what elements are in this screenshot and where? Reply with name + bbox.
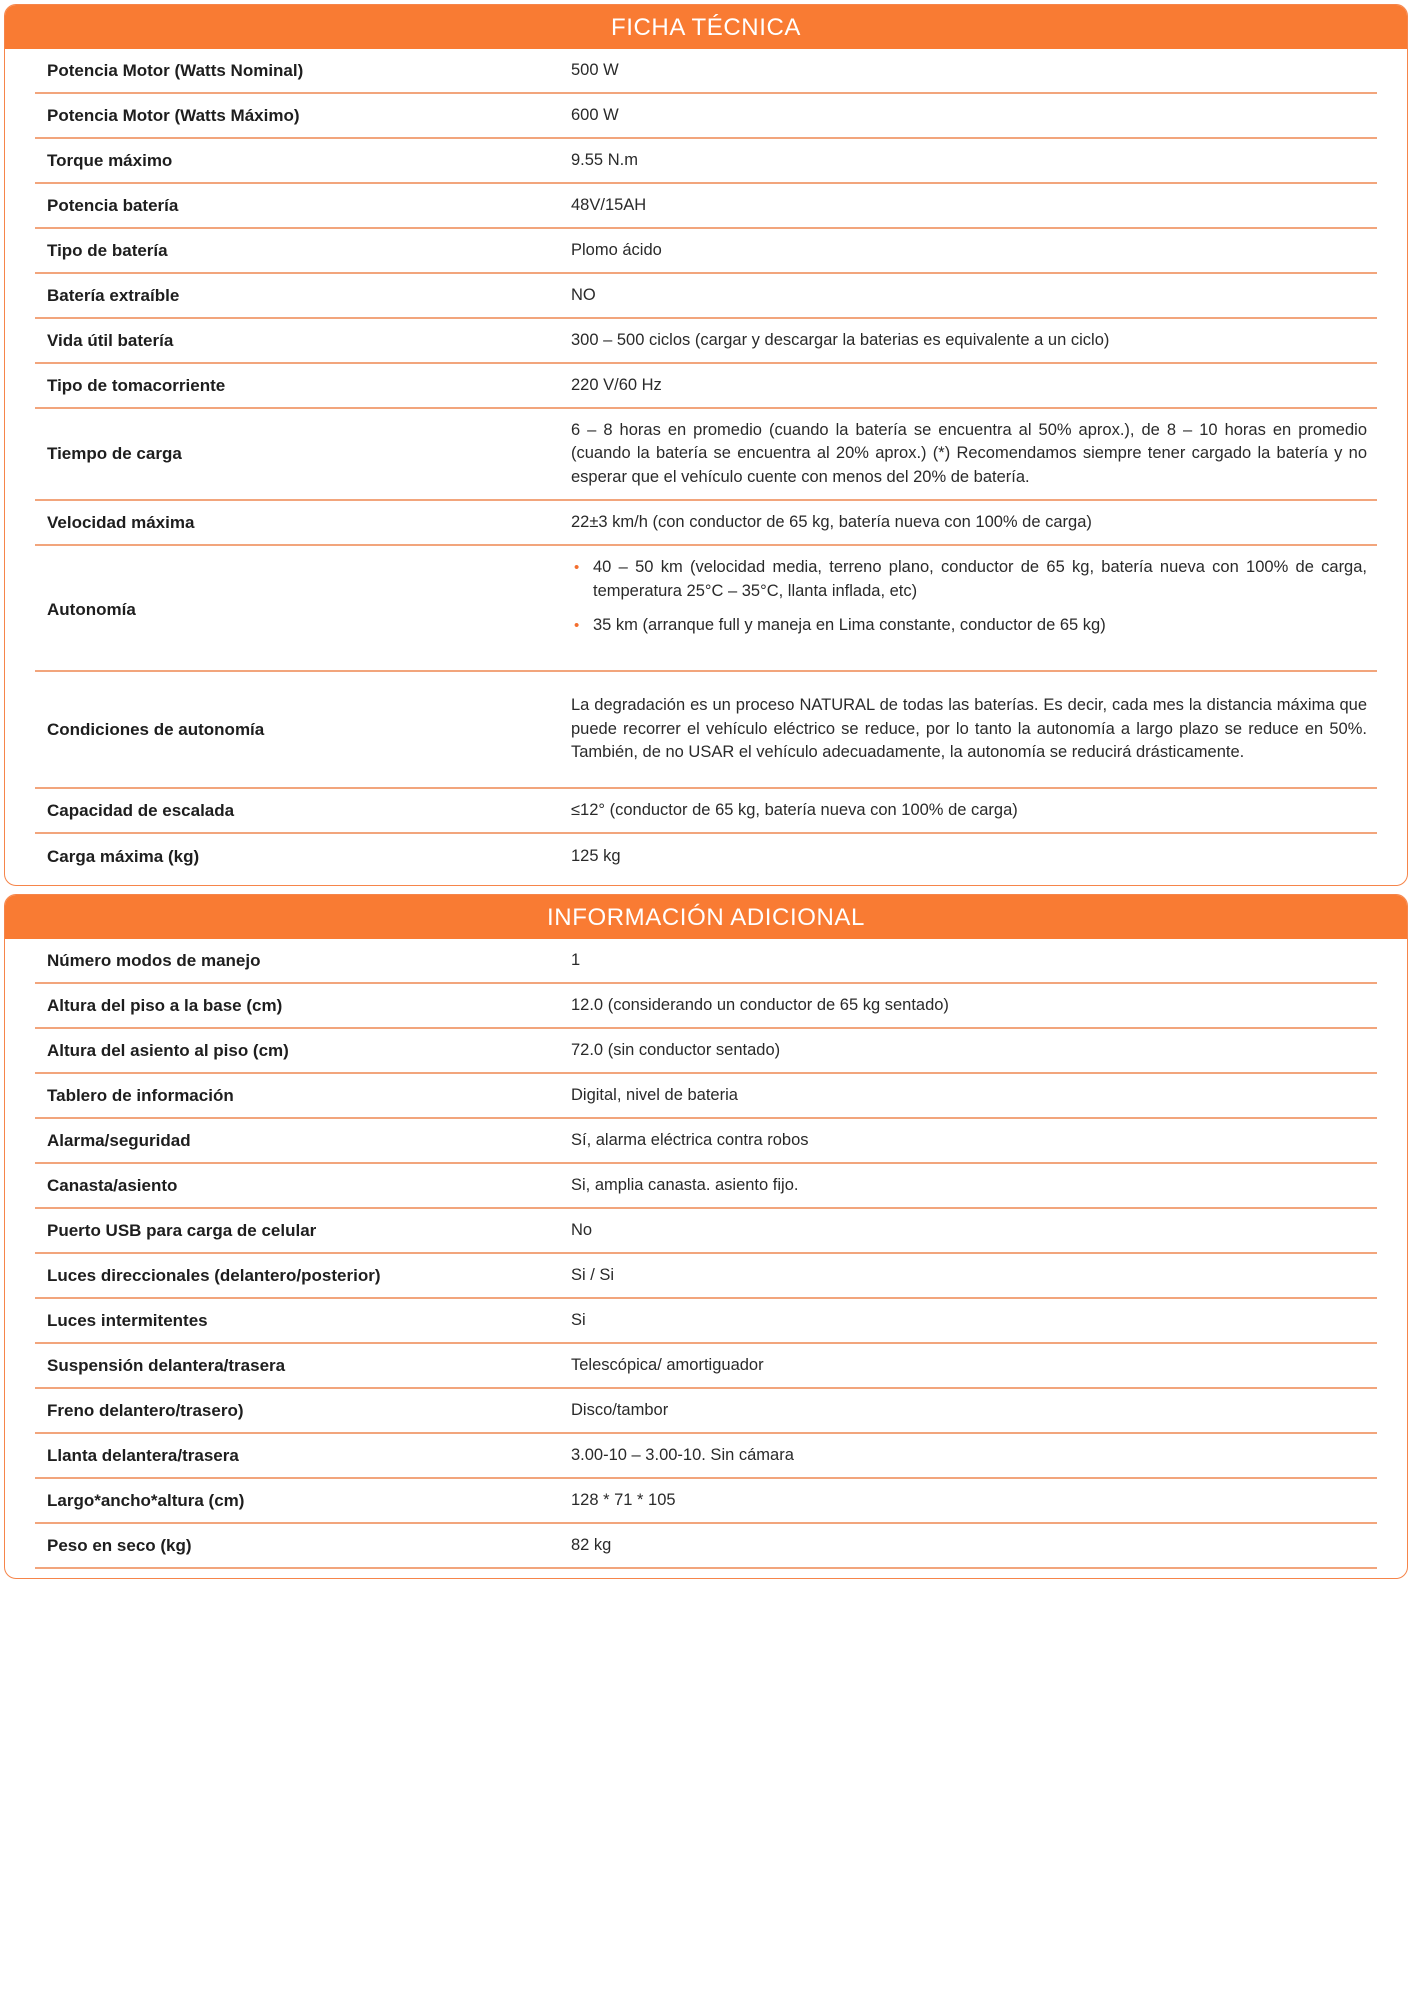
- section-title: FICHA TÉCNICA: [5, 5, 1407, 49]
- spec-table: [35, 49, 1377, 879]
- table-row: [35, 939, 1377, 984]
- spec-label: Tablero de información: [47, 1085, 234, 1105]
- table-row: [35, 546, 1377, 672]
- table-row: [35, 1524, 1377, 1569]
- table-row: [35, 1209, 1377, 1254]
- spec-label: Condiciones de autonomía: [47, 719, 265, 739]
- spec-label: Tipo de tomacorriente: [47, 375, 226, 395]
- table-row: [35, 672, 1377, 789]
- table-row: [35, 1299, 1377, 1344]
- table-row: [35, 501, 1377, 546]
- table-row: [35, 274, 1377, 319]
- section-title: INFORMACIÓN ADICIONAL: [5, 895, 1407, 939]
- spec-value: 3.00-10 – 3.00-10. Sin cámara: [571, 1445, 794, 1464]
- table-row: [35, 1254, 1377, 1299]
- spec-value: Telescópica/ amortiguador: [571, 1355, 764, 1374]
- table-row: [35, 834, 1377, 879]
- spec-value: Si / Si: [571, 1265, 615, 1284]
- spec-label: Freno delantero/trasero): [47, 1400, 244, 1420]
- spec-value: 9.55 N.m: [571, 150, 638, 169]
- spec-label: Tipo de batería: [47, 240, 168, 260]
- spec-label: Largo*ancho*altura (cm): [47, 1490, 245, 1510]
- table-row: [35, 1389, 1377, 1434]
- spec-value: Sí, alarma eléctrica contra robos: [571, 1130, 809, 1149]
- spec-label: Batería extraíble: [47, 285, 180, 305]
- table-row: [35, 1164, 1377, 1209]
- spec-label: Carga máxima (kg): [47, 846, 200, 866]
- table-row: [35, 984, 1377, 1029]
- spec-value: 500 W: [571, 60, 619, 79]
- spec-value: Digital, nivel de bateria: [571, 1085, 738, 1104]
- table-row: [35, 364, 1377, 409]
- spec-value: 128 * 71 * 105: [571, 1490, 676, 1509]
- spec-value: 1: [571, 950, 581, 969]
- spec-value: ≤12° (conductor de 65 kg, batería nueva con 100% de carga): [571, 800, 1018, 819]
- spec-label: Alarma/seguridad: [47, 1130, 191, 1150]
- spec-value: 72.0 (sin conductor sentado): [571, 1040, 781, 1059]
- spec-label: Autonomía: [47, 600, 136, 619]
- spec-table: [35, 939, 1377, 1569]
- spec-value-list: [571, 556, 1377, 638]
- spec-label: Llanta delantera/trasera: [47, 1445, 239, 1465]
- spec-value: 300 – 500 ciclos (cargar y descargar la baterias es equivalente a un ciclo): [571, 330, 1110, 349]
- spec-value: NO: [571, 285, 596, 304]
- table-row: [35, 1029, 1377, 1074]
- spec-value: Si: [571, 1310, 586, 1329]
- bullet-text: 40 – 50 km (velocidad media, terreno plano, conductor de 65 kg, batería nueva con 100% de carga, temperatura 25°C – 35°C, llanta inflada, etc): [593, 558, 1367, 600]
- spec-label: Altura del piso a la base (cm): [47, 995, 283, 1015]
- table-row: [35, 319, 1377, 364]
- table-row: [35, 94, 1377, 139]
- spec-value: 82 kg: [571, 1535, 612, 1554]
- list-item: [571, 614, 1367, 638]
- spec-label: Luces direccionales (delantero/posterior): [47, 1265, 381, 1285]
- table-row: [35, 1119, 1377, 1164]
- spec-value: 12.0 (considerando un conductor de 65 kg sentado): [571, 995, 949, 1014]
- spec-label: Potencia Motor (Watts Nominal): [47, 60, 304, 80]
- spec-label: Altura del asiento al piso (cm): [47, 1040, 289, 1060]
- spec-value: Plomo ácido: [571, 240, 662, 259]
- table-row: [35, 229, 1377, 274]
- spec-value: Si, amplia canasta. asiento fijo.: [571, 1175, 799, 1194]
- table-row: [35, 1344, 1377, 1389]
- list-item: [571, 556, 1367, 603]
- spec-value: 6 – 8 horas en promedio (cuando la batería se encuentra al 50% aprox.), de 8 – 10 horas en promedio (cuando la batería se encuentra al 20% aprox.) (*) Recomendamos siempre tener cargado la batería y no esperar que el vehículo cuente con menos del 20% de batería.: [571, 420, 1367, 486]
- spec-label: Potencia batería: [47, 195, 179, 215]
- table-row: [35, 409, 1377, 501]
- table-row: [35, 139, 1377, 184]
- bullet-icon: •: [574, 559, 580, 576]
- spec-value: 22±3 km/h (con conductor de 65 kg, batería nueva con 100% de carga): [571, 512, 1092, 531]
- spec-value: 600 W: [571, 105, 619, 124]
- spec-label: Potencia Motor (Watts Máximo): [47, 105, 300, 125]
- spec-value: No: [571, 1220, 593, 1239]
- spec-label: Capacidad de escalada: [47, 800, 235, 820]
- spec-value: 48V/15AH: [571, 195, 647, 214]
- ficha-tecnica-card: [4, 4, 1408, 886]
- spec-label: Luces intermitentes: [47, 1310, 208, 1330]
- spec-label: Canasta/asiento: [47, 1175, 178, 1195]
- table-row: [35, 789, 1377, 834]
- spec-label: Torque máximo: [47, 150, 173, 170]
- spec-value: La degradación es un proceso NATURAL de todas las baterías. Es decir, cada mes la distancia máxima que puede recorrer el vehículo eléctrico se reduce, por lo tanto la autonomía a largo plazo se reduce en 50%. También, de no USAR el vehículo adecuadamente, la autonomía se reducirá drásticamente.: [571, 696, 1367, 762]
- table-row: [35, 184, 1377, 229]
- spec-label: Puerto USB para carga de celular: [47, 1220, 317, 1240]
- spec-label: Vida útil batería: [47, 330, 174, 350]
- bullet-icon: •: [574, 617, 580, 634]
- spec-label: Peso en seco (kg): [47, 1535, 192, 1555]
- spec-value: 220 V/60 Hz: [571, 375, 662, 394]
- table-row: [35, 1074, 1377, 1119]
- spec-label: Velocidad máxima: [47, 512, 195, 532]
- table-row: [35, 49, 1377, 94]
- spec-value: 125 kg: [571, 846, 621, 865]
- informacion-adicional-card: [4, 894, 1408, 1579]
- spec-label: Número modos de manejo: [47, 950, 261, 970]
- spec-label: Suspensión delantera/trasera: [47, 1355, 286, 1375]
- table-row: [35, 1434, 1377, 1479]
- spec-value: Disco/tambor: [571, 1400, 669, 1419]
- table-row: [35, 1479, 1377, 1524]
- spec-label: Tiempo de carga: [47, 444, 182, 463]
- bullet-text: 35 km (arranque full y maneja en Lima constante, conductor de 65 kg): [593, 616, 1106, 634]
